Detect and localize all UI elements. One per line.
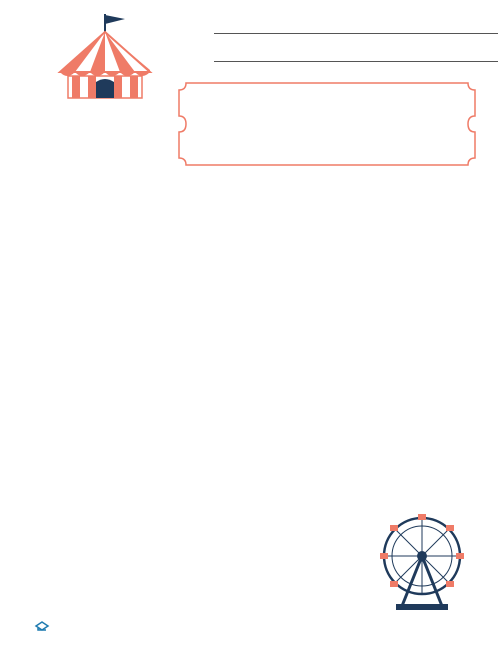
ferris-wheel-icon xyxy=(372,512,472,612)
wave-divider xyxy=(30,334,470,342)
education-logo[interactable] xyxy=(34,620,50,632)
intro-ticket xyxy=(178,82,476,166)
dot-divider xyxy=(30,214,470,220)
carnival-tent-icon xyxy=(40,10,170,105)
education-logo-icon xyxy=(34,620,50,632)
